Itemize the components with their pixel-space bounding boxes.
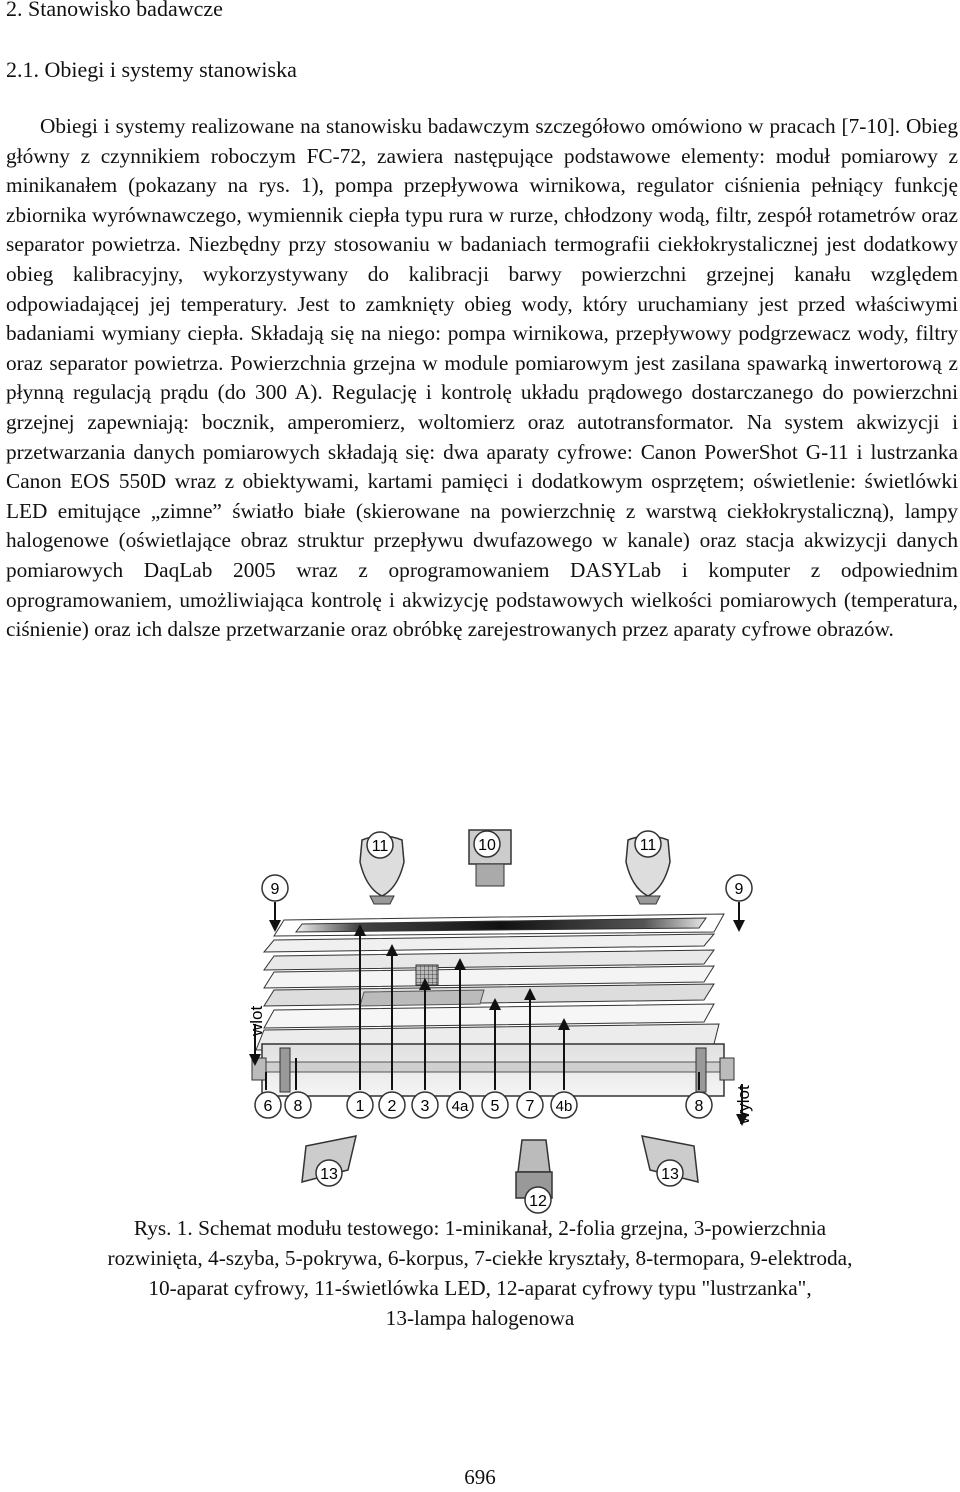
svg-text:8: 8	[694, 1098, 704, 1115]
label-circle-4b	[551, 1092, 577, 1118]
svg-text:2: 2	[387, 1098, 397, 1115]
label-circle-7	[517, 1092, 543, 1118]
subsection-title: 2.1. Obiegi i systemy stanowiska	[6, 57, 297, 82]
label-circle-2	[379, 1092, 405, 1118]
label-circle-11b	[635, 831, 661, 857]
svg-text:11: 11	[371, 838, 389, 855]
figure-test-module-schematic	[244, 822, 960, 1220]
caption-line-1: Rys. 1. Schemat modułu testowego: 1-minikanał, 2-folia grzejna, 3-powierzchnia	[133, 1216, 827, 1240]
inlet-label: wlot	[247, 1005, 266, 1036]
body-paragraph: Obiegi i systemy realizowane na stanowisku badawczym szczegółowo omówiono w pracach [7-10]. Obieg główny z czynnikiem roboczym FC-72, zawiera następujące podstawowe elementy: moduł pomiarowy z minikanałem (pokazany na rys. 1), pompa przepływowa wirnikowa, regulator ciśnienia pełniący funkcję zbiornika wyrównawczego, wymiennik ciepła typu rura w rurze, chłodzony wodą, filtr, zespół rotametrów oraz separator powietrza. Niezbędny przy stosowaniu w badaniach termografii ciekłokrystalicznej jest dodatkowy obieg kalibracyjny, wykorzystywany do kalibracji barwy powierzchni grzejnej kanału względem odpowiadającej jej temperatury. Jest to zamknięty obieg wody, który uruchamiany jest przed właściwymi badaniami wymiany ciepła. Składają się na niego: pompa wirnikowa, przepływowy podgrzewacz wody, filtry oraz separator powietrza. Powierzchnia grzejna w module pomiarowym jest zasilana spawarką inwertorową z płynną regulacją prądu (do 300 A). Regulację i kontrolę układu prądowego dostarczanego do powierzchni grzejnej zapewniają: bocznik, amperomierz, woltomierz oraz autotransformator. Na system akwizycji i przetwarzania danych pomiarowych składają się: dwa aparaty cyfrowe: Canon PowerShot G-11 i lustrzanka Canon EOS 550D wraz z obiektywami, kartami pamięci i dodatkowym osprzętem; oświetlenie: świetlówki LED emitujące „zimne” światło białe (skierowane na powierzchnię z warstwą ciekłokrystaliczną), lampy halogenowe (oświetlające obraz struktur przepływu dwufazowego w kanale) oraz stacja akwizycji danych pomiarowych DaqLab 2005 wraz z oprogramowaniem DASYLab i komputer z odpowiednim oprogramowaniem, umożliwiająca kontrolę i akwizycję podstawowych wielkości pomiarowych (temperatura, ciśnienie) oraz ich dalsze przetwarzanie oraz obróbkę zarejestrowanych przez aparaty cyfrowe obrazów.	[6, 114, 958, 642]
svg-text:1: 1	[355, 1098, 365, 1115]
page-number: 696	[464, 1465, 496, 1489]
svg-text:7: 7	[525, 1098, 535, 1115]
svg-text:10: 10	[478, 837, 496, 854]
svg-text:4a: 4a	[451, 1098, 469, 1115]
svg-text:4b: 4b	[555, 1098, 573, 1115]
svg-text:8: 8	[293, 1098, 303, 1115]
section-title: 2. Stanowisko badawcze	[6, 0, 223, 21]
caption-line-3: 10-aparat cyfrowy, 11-świetlówka LED, 12-aparat cyfrowy typu "lustrzanka",	[148, 1276, 812, 1300]
label-circle-13a	[316, 1160, 342, 1186]
label-circle-9b	[726, 875, 752, 901]
svg-text:13: 13	[320, 1166, 338, 1183]
caption-line-4: 13-lampa halogenowa	[385, 1306, 575, 1330]
svg-text:13: 13	[661, 1166, 679, 1183]
caption-line-2: rozwinięta, 4-szyba, 5-pokrywa, 6-korpus, 7-ciekłe kryształy, 8-termopara, 9-elektroda,	[107, 1246, 853, 1270]
label-circle-6	[255, 1092, 281, 1118]
exploded-layers	[256, 914, 724, 1050]
svg-text:12: 12	[529, 1193, 547, 1210]
liquid-crystal-sample	[416, 965, 438, 985]
label-circle-1	[347, 1092, 373, 1118]
svg-text:5: 5	[490, 1098, 500, 1115]
label-circle-3	[412, 1092, 438, 1118]
module-body	[252, 1044, 734, 1096]
outlet-label: wylot	[734, 1085, 753, 1124]
label-circle-8a	[285, 1092, 311, 1118]
label-circle-5	[482, 1092, 508, 1118]
label-circle-12	[525, 1187, 551, 1213]
svg-text:11: 11	[639, 837, 657, 854]
svg-text:3: 3	[420, 1098, 430, 1115]
label-circle-9a	[262, 875, 288, 901]
schematic-diagram	[244, 822, 960, 1220]
svg-text:6: 6	[263, 1098, 273, 1115]
label-circle-10	[474, 831, 500, 857]
label-circle-11a	[367, 832, 393, 858]
label-circle-4a	[447, 1092, 473, 1118]
label-circle-8b	[686, 1092, 712, 1118]
figure-caption	[0, 1213, 960, 1333]
label-circle-13b	[657, 1160, 683, 1186]
svg-text:9: 9	[270, 881, 280, 898]
svg-text:9: 9	[734, 881, 744, 898]
